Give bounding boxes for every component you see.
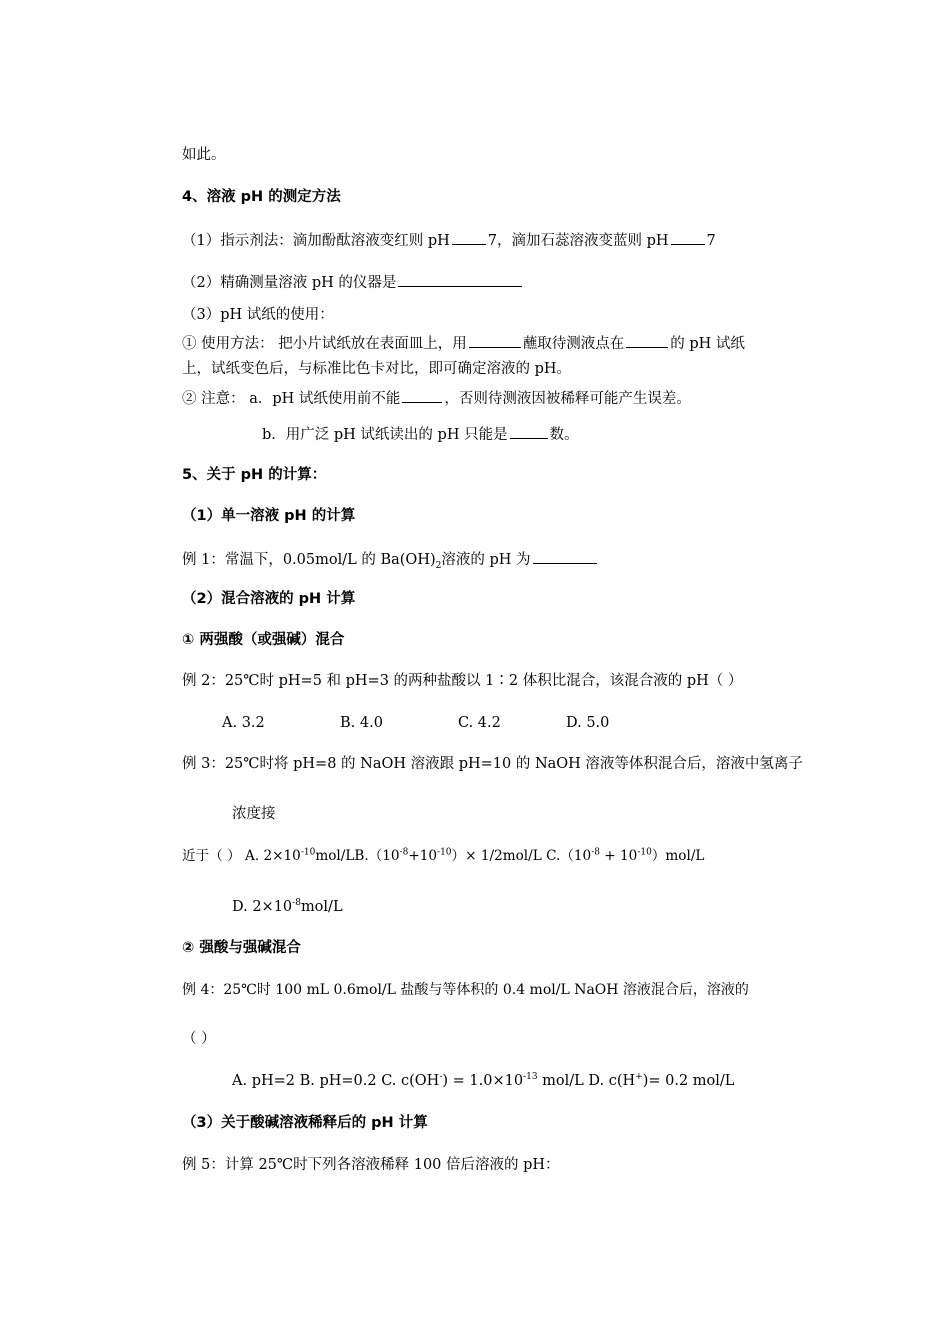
text-line: 例 4：25℃时 100 mL 0.6mol/L 盐酸与等体积的 0.4 mol/L NaOH 溶液混合后，溶液的 — [182, 982, 749, 998]
text-line — [182, 548, 599, 570]
subsection-heading: （2）混合溶液的 pH 计算 — [182, 591, 356, 607]
fill-blank — [626, 332, 668, 348]
subsection-heading: （3）关于酸碱溶液稀释后的 pH 计算 — [182, 1115, 428, 1131]
text-line: 例 2：25℃时 pH=5 和 pH=3 的两种盐酸以 1∶2 体积比混合，该混合液的 pH（ ） — [182, 673, 743, 689]
text-line: 例 5：计算 25℃时下列各溶液稀释 100 倍后溶液的 pH： — [182, 1157, 560, 1173]
text-span: ② 注意： a．pH 试纸使用前不能 — [182, 391, 401, 407]
section-heading: 5、关于 pH 的计算： — [182, 467, 327, 483]
options-row — [222, 713, 609, 733]
subsection-heading: ② 强酸与强碱混合 — [182, 940, 301, 956]
text-span: D. 2×10 — [232, 899, 293, 915]
superscript: -8 — [399, 847, 409, 858]
text-line: 上，试纸变色后，与标准比色卡对比，即可确定溶液的 pH。 — [182, 361, 572, 377]
text-span: ）mol/L — [651, 848, 705, 864]
option: D. 5.0 — [566, 715, 610, 731]
text-line — [232, 1071, 734, 1091]
text-span: mol/LB.（10 — [315, 848, 400, 864]
fill-blank — [469, 332, 521, 348]
text-line: （ ） — [182, 1031, 216, 1047]
superscript: -10 — [300, 847, 316, 858]
fill-blank — [452, 229, 486, 245]
text-line — [232, 897, 343, 917]
text-span: （2）精确测量溶液 pH 的仪器是 — [182, 275, 397, 291]
text-line: 如此。 — [182, 147, 226, 163]
text-span: ) = 1.0×10 — [442, 1073, 524, 1089]
section-heading: 4、溶液 pH 的测定方法 — [182, 189, 341, 205]
subscript: 2 — [435, 560, 442, 571]
text-line: 例 3：25℃时将 pH=8 的 NaOH 溶液跟 pH=10 的 NaOH 溶液等体积混合后，溶液中氢离子 — [182, 756, 803, 772]
superscript: - — [439, 1072, 443, 1083]
subsection-heading: （1）单一溶液 pH 的计算 — [182, 508, 356, 524]
fill-blank — [402, 387, 442, 403]
text-span: 蘸取待测液点在 — [522, 336, 625, 352]
superscript: + — [635, 1072, 643, 1083]
text-span: 溶液的 pH 为 — [441, 552, 531, 568]
superscript: -10 — [437, 847, 452, 858]
fill-blank — [671, 229, 705, 245]
text-span: +10 — [408, 848, 438, 864]
text-line — [182, 846, 704, 866]
text-span: b．用广泛 pH 试纸读出的 pH 只能是 — [262, 427, 508, 443]
option: C. 4.2 — [458, 715, 501, 731]
fill-blank — [533, 548, 597, 564]
superscript: -8 — [292, 898, 301, 909]
text-span: 例 1：常温下，0.05mol/L 的 Ba(OH) — [182, 552, 436, 568]
text-line — [262, 423, 579, 445]
superscript: -8 — [591, 847, 600, 858]
text-span: 7 — [706, 233, 716, 249]
option: A. 3.2 — [222, 715, 265, 731]
text-span: A. pH=2 B. pH=0.2 C. c(OH — [232, 1073, 440, 1089]
text-span: 7，滴加石蕊溶液变蓝则 pH — [487, 233, 669, 249]
text-line: （3）pH 试纸的使用： — [182, 307, 334, 323]
text-span: （1）指示剂法：滴加酚酞溶液变红则 pH — [182, 233, 450, 249]
text-span: 的 pH 试纸 — [670, 336, 745, 352]
text-span: 近于（ ） A. 2×10 — [182, 848, 301, 864]
text-span: ）× 1/2mol/L C.（10 — [451, 848, 592, 864]
text-line: 浓度接 — [232, 806, 276, 822]
text-line — [182, 229, 716, 251]
text-line — [182, 271, 524, 293]
text-span: mol/L — [300, 899, 343, 915]
text-span: mol/L D. c(H — [537, 1073, 636, 1089]
text-span: 数。 — [549, 427, 579, 443]
text-line — [182, 332, 745, 354]
fill-blank — [398, 271, 522, 287]
option: B. 4.0 — [340, 715, 383, 731]
subsection-heading: ① 两强酸（或强碱）混合 — [182, 632, 345, 648]
fill-blank — [510, 423, 548, 439]
text-line — [182, 387, 691, 409]
text-span: ① 使用方法： 把小片试纸放在表面皿上，用 — [182, 336, 467, 352]
superscript: -13 — [523, 1072, 538, 1083]
text-span: )= 0.2 mol/L — [642, 1073, 735, 1089]
text-span: + 10 — [599, 848, 638, 864]
superscript: -10 — [637, 847, 652, 858]
text-span: ，否则待测液因被稀释可能产生误差。 — [444, 391, 691, 407]
